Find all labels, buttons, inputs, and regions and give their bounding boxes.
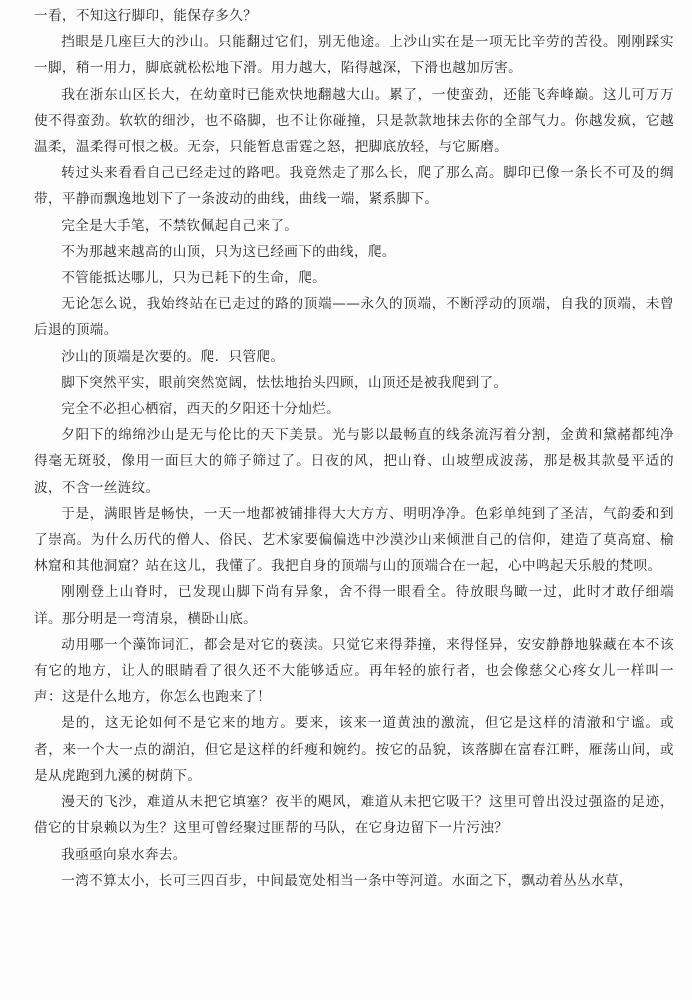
paragraph: 我亟亟向泉水奔去。	[61, 846, 187, 863]
paragraph: 是的，这无论如何不是它来的地方。要来，该来一道黄浊的激流，但它是这样的清澈和宁谧。或者，来一个大一点的湖泊，但它是这样的纤瘦和婉约。按它的品貌，该落脚在富春江畔，雁荡山间，或是从虎跑到九溪的树荫下。	[34, 715, 674, 784]
paragraph: 于是，满眼皆是畅快，一天一地都被铺排得大大方方、明明净净。色彩单纯到了圣洁，气韵委和到了崇高。为什么历代的僧人、俗民、艺术家要偏偏选中沙漠沙山来倾泄自己的信仰，建造了莫高窟、榆林窟和其他洞窟？站在这儿，我懂了。我把自身的顶端与山的顶端合在一起，心中鸣起天乐般的梵呗。	[34, 505, 674, 575]
paragraph: 转过头来看看自己已经走过的路吧。我竟然走了那么长，爬了那么高。脚印已像一条长不可及的绸带，平静而飘逸地划下了一条波动的曲线，曲线一端，紧系脚下。	[34, 165, 674, 208]
paragraph: 不管能抵达哪儿，只为已耗下的生命，爬。	[61, 270, 327, 287]
paragraph: 一看，不知这行脚印，能保存多久？	[34, 8, 258, 24]
paragraph: 完全是大手笔，不禁钦佩起自己来了。	[61, 217, 299, 234]
document-body	[34, 3, 674, 894]
paragraph: 漫天的飞沙，难道从未把它填塞？夜半的飓风，难道从未把它吸干？这里可曾出没过强盗的足迹，借它的甘泉赖以为生？这里可曾经聚过匪帮的马队，在它身边留下一片污浊？	[34, 794, 674, 837]
paragraph: 无论怎么说，我始终站在已走过的路的顶端——永久的顶端，不断浮动的顶端，自我的顶端，未曾后退的顶端。	[34, 296, 674, 339]
paragraph: 一湾不算太小，长可三四百步，中间最宽处相当一条中等河道。水面之下，飘动着丛丛水草，	[61, 872, 633, 889]
paragraph: 沙山的顶端是次要的。爬．只管爬。	[61, 348, 285, 365]
paragraph: 刚刚登上山脊时，已发现山脚下尚有异象，舍不得一眼看全。待放眼鸟瞰一过，此时才敢仔细端详。那分明是一弯清泉，横卧山底。	[34, 584, 674, 627]
paragraph: 不为那越来越高的山顶，只为这已经画下的曲线，爬。	[61, 243, 396, 260]
paragraph: 夕阳下的绵绵沙山是无与伦比的天下美景。光与影以最畅直的线条流泻着分割，金黄和黛赭都纯净得毫无斑驳，像用一面巨大的筛子筛过了。日夜的风，把山脊、山坡塑成波荡，那是极其款曼平适的波，不含一丝涟纹。	[34, 427, 674, 496]
paragraph: 脚下突然平实，眼前突然宽阔，怯怯地抬头四顾，山顶还是被我爬到了。	[61, 374, 508, 391]
paragraph: 我在浙东山区长大，在幼童时已能欢快地翻越大山。累了，一使蛮劲，还能飞奔峰巅。这儿可万万使不得蛮劲。软软的细沙，也不硌脚，也不让你碰撞，只是款款地抹去你的全部气力。你越发疯，它越温柔，温柔得可恨之极。无奈，只能暂息雷霆之怒，把脚底放轻，与它厮磨。	[34, 86, 674, 156]
paragraph: 动用哪一个藻饰词汇，都会是对它的亵渎。只觉它来得莽撞，来得怪异，安安静静地躲藏在本不该有它的地方，让人的眼睛看了很久还不大能够适应。再年轻的旅行者，也会像慈父心疼女儿一样叫一声：这是什么地方，你怎么也跑来了！	[34, 636, 674, 706]
paragraph: 完全不必担心栖宿，西天的夕阳还十分灿烂。	[61, 401, 341, 418]
paragraph: 挡眼是几座巨大的沙山。只能翻过它们，别无他途。上沙山实在是一项无比辛劳的苦役。刚刚踩实一脚，稍一用力，脚底就松松地下滑。用力越大，陷得越深，下滑也越加厉害。	[34, 34, 674, 77]
